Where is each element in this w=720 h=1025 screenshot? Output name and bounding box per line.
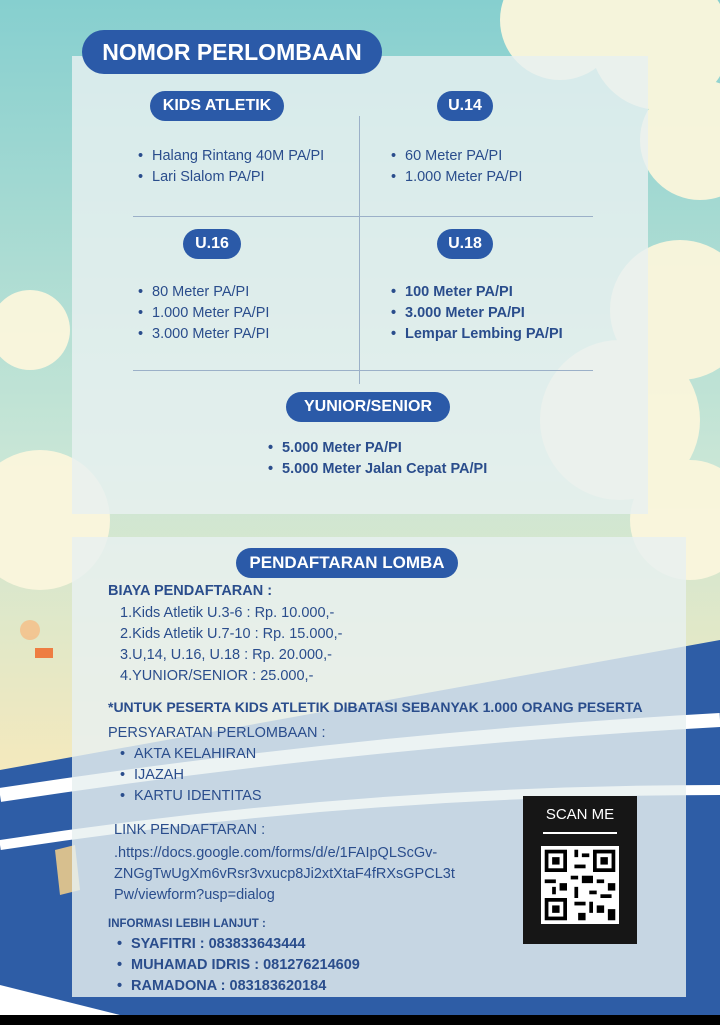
list-item: • 80 Meter PA/PI [138,282,269,303]
fee-heading: BIAYA PENDAFTARAN : [108,583,273,599]
page-title: NOMOR PERLOMBAAN [82,30,382,74]
category-u14: U.14 [437,91,493,121]
requirements-list [120,744,262,807]
link-line[interactable]: Pw/viewform?usp=dialog [114,887,275,903]
fee-item: 4.YUNIOR/SENIOR : 25.000,- [120,668,314,684]
contact-list [117,934,360,997]
registration-link[interactable] [114,843,455,906]
list-item: • 5.000 Meter PA/PI [268,438,487,459]
list-item: • Lempar Lembing PA/PI [391,324,563,345]
link-line[interactable]: .https://docs.google.com/forms/d/e/1FAIpQLScGv- [114,845,438,861]
contact-item: • SYAFITRI : 083833643444 [117,934,360,955]
divider [543,832,617,834]
list-item: • Lari Slalom PA/PI [138,167,324,188]
u14-list [391,146,522,188]
link-line[interactable]: ZNGgTwUgXm6vRsr3vxucp8Ji2xtXtaF4fRXsGPCL3t [114,866,455,882]
registration-title: PENDAFTARAN LOMBA [236,548,458,578]
grid-divider-horizontal-1 [133,216,593,217]
category-u18: U.18 [437,229,493,259]
contact-item: • MUHAMAD IDRIS : 081276214609 [117,955,360,976]
category-yunior-senior: YUNIOR/SENIOR [286,392,450,422]
list-item: • 100 Meter PA/PI [391,282,563,303]
list-item: • 5.000 Meter Jalan Cepat PA/PI [268,459,487,480]
grid-divider-horizontal-2 [133,370,593,371]
kids-limit-note: *UNTUK PESERTA KIDS ATLETIK DIBATASI SEBANYAK 1.000 ORANG PESERTA [108,699,643,715]
list-item: • 3.000 Meter PA/PI [391,303,563,324]
list-item: • 60 Meter PA/PI [391,146,522,167]
info-heading: INFORMASI LEBIH LANJUT : [108,918,266,930]
requirement-item: • IJAZAH [120,765,262,786]
fee-item: 2.Kids Atletik U.7-10 : Rp. 15.000,- [120,626,343,642]
requirement-item: • KARTU IDENTITAS [120,786,262,807]
kids-atletik-list [138,146,324,188]
yunior-senior-list [268,438,487,480]
list-item: • 1.000 Meter PA/PI [391,167,522,188]
u16-list [138,282,269,345]
qr-card[interactable] [523,796,637,944]
grid-divider-vertical [359,116,360,384]
list-item: • 3.000 Meter PA/PI [138,324,269,345]
requirements-heading: PERSYARATAN PERLOMBAAN : [108,725,326,741]
category-u16: U.16 [183,229,241,259]
requirement-item: • AKTA KELAHIRAN [120,744,262,765]
list-item: • Halang Rintang 40M PA/PI [138,146,324,167]
fee-list [120,603,342,687]
screen-bottom-bar [0,1015,720,1025]
list-item: • 1.000 Meter PA/PI [138,303,269,324]
qr-code-icon[interactable] [541,846,619,924]
link-heading: LINK PENDAFTARAN : [114,822,266,838]
fee-item: 3.U,14, U.16, U.18 : Rp. 20.000,- [120,647,332,663]
category-kids-atletik: KIDS ATLETIK [150,91,284,121]
u18-list [391,282,563,345]
contact-item: • RAMADONA : 083183620184 [117,976,360,997]
scan-me-label: SCAN ME [545,806,615,823]
fee-item: 1.Kids Atletik U.3-6 : Rp. 10.000,- [120,605,335,621]
